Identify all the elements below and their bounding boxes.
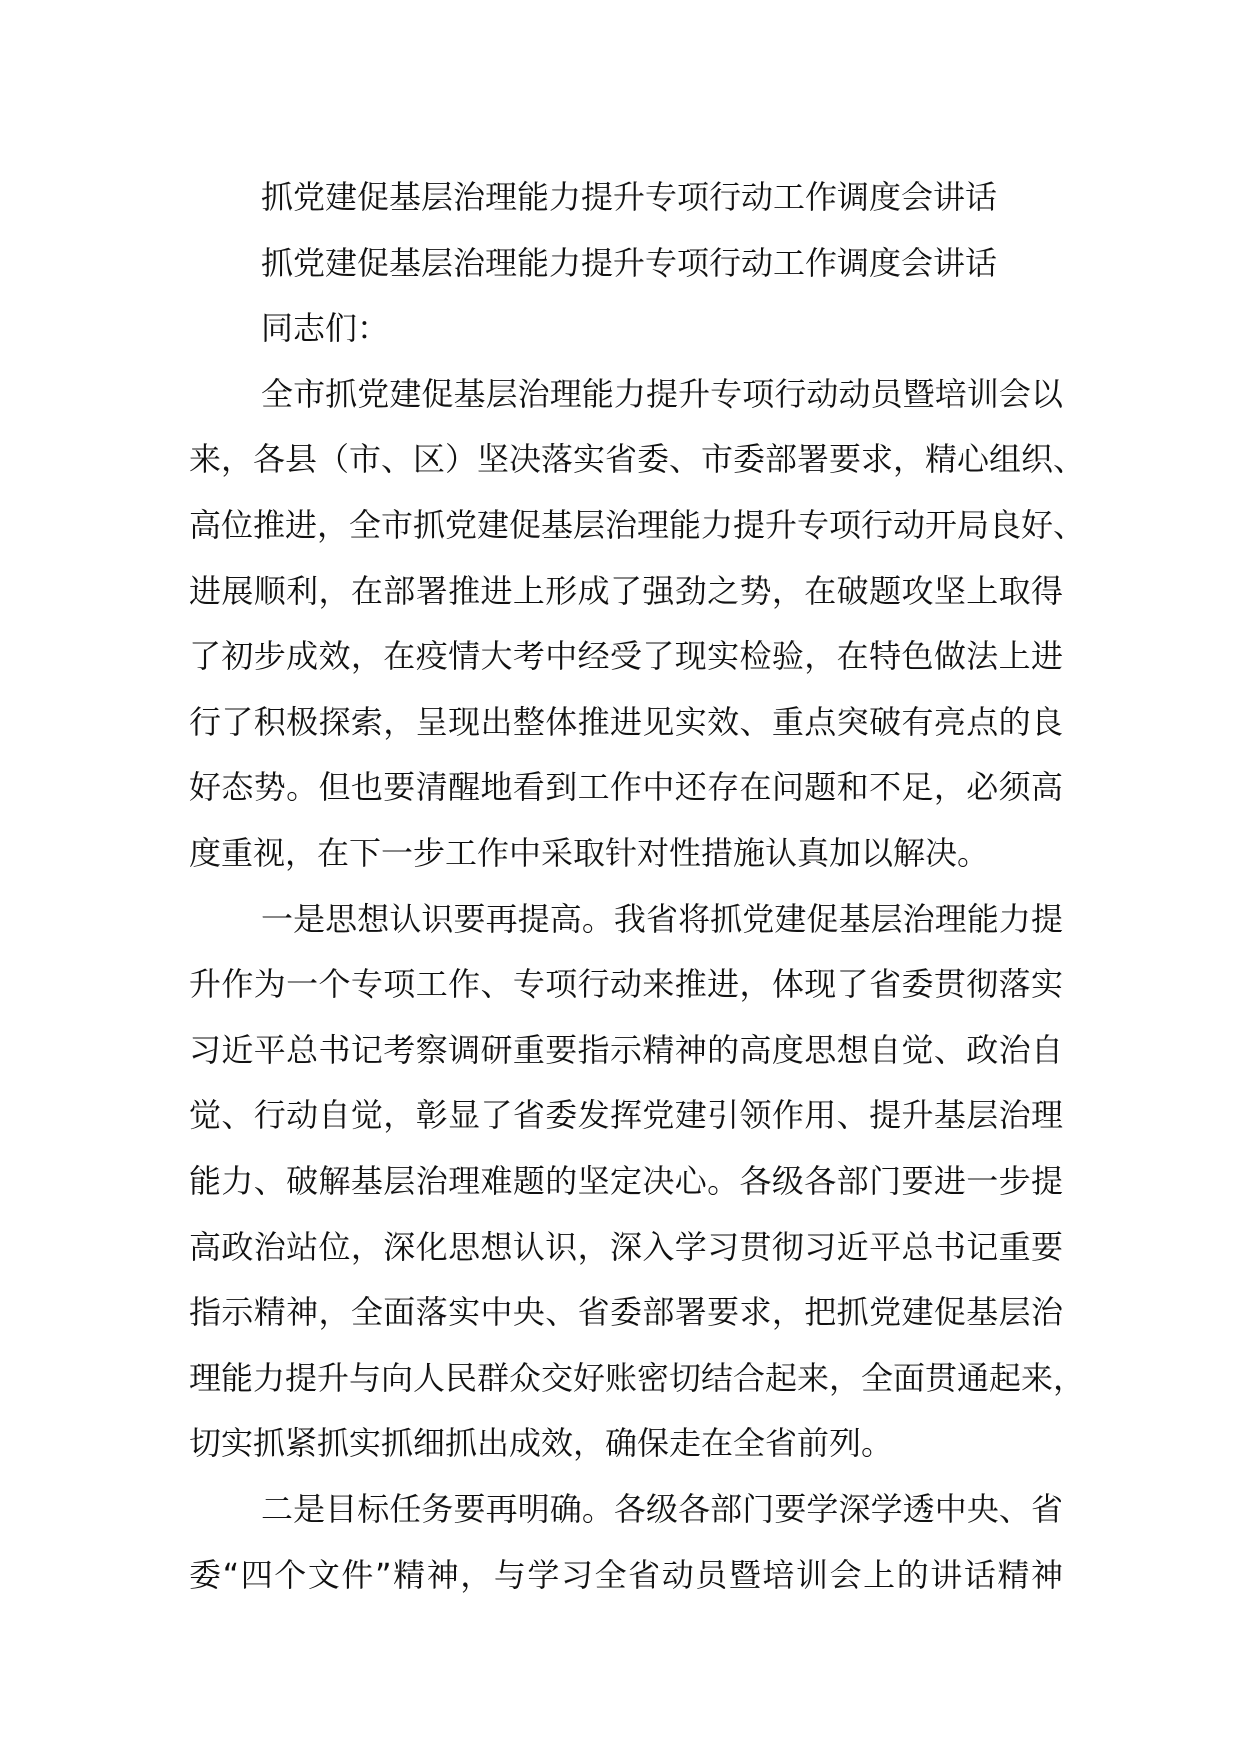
- text-line: 抓党建促基层治理能力提升专项行动工作调度会讲话: [261, 244, 998, 282]
- text-line: 了初步成效，在疫情大考中经受了现实检验，在特色做法上进: [189, 637, 1063, 675]
- text-line: 委“四个文件”精神，与学习全省动员暨培训会上的讲话精神: [189, 1556, 1063, 1594]
- text-line: 度重视，在下一步工作中采取针对性措施认真加以解决。: [189, 834, 990, 872]
- text-line: 来，各县（市、区）坚决落实省委、市委部署要求，精心组织、: [189, 440, 1086, 478]
- text-line: 二是目标任务要再明确。各级各部门要学深学透中央、省: [261, 1490, 1063, 1528]
- text-line: 抓党建促基层治理能力提升专项行动工作调度会讲话: [261, 178, 998, 216]
- text-line: 全市抓党建促基层治理能力提升专项行动动员暨培训会以: [261, 375, 1063, 413]
- text-line: 升作为一个专项工作、专项行动来推进，体现了省委贯彻落实: [189, 965, 1063, 1003]
- text-line: 高位推进，全市抓党建促基层治理能力提升专项行动开局良好、: [189, 506, 1086, 544]
- text-line: 指示精神，全面落实中央、省委部署要求，把抓党建促基层治: [189, 1293, 1063, 1331]
- text-line: 好态势。但也要清醒地看到工作中还存在问题和不足，必须高: [189, 768, 1063, 806]
- text-line: 同志们：: [261, 309, 390, 347]
- text-line: 一是思想认识要再提高。我省将抓党建促基层治理能力提: [261, 900, 1063, 938]
- text-line: 进展顺利，在部署推进上形成了强劲之势，在破题攻坚上取得: [189, 572, 1063, 610]
- text-line: 理能力提升与向人民群众交好账密切结合起来，全面贯通起来，: [189, 1359, 1086, 1397]
- text-line: 切实抓紧抓实抓细抓出成效，确保走在全省前列。: [189, 1424, 894, 1462]
- text-line: 行了积极探索，呈现出整体推进见实效、重点突破有亮点的良: [189, 703, 1063, 741]
- text-line: 能力、破解基层治理难题的坚定决心。各级各部门要进一步提: [189, 1162, 1063, 1200]
- text-line: 习近平总书记考察调研重要指示精神的高度思想自觉、政治自: [189, 1031, 1063, 1069]
- text-line: 高政治站位，深化思想认识，深入学习贯彻习近平总书记重要: [189, 1228, 1063, 1266]
- text-line: 觉、行动自觉，彰显了省委发挥党建引领作用、提升基层治理: [189, 1096, 1063, 1134]
